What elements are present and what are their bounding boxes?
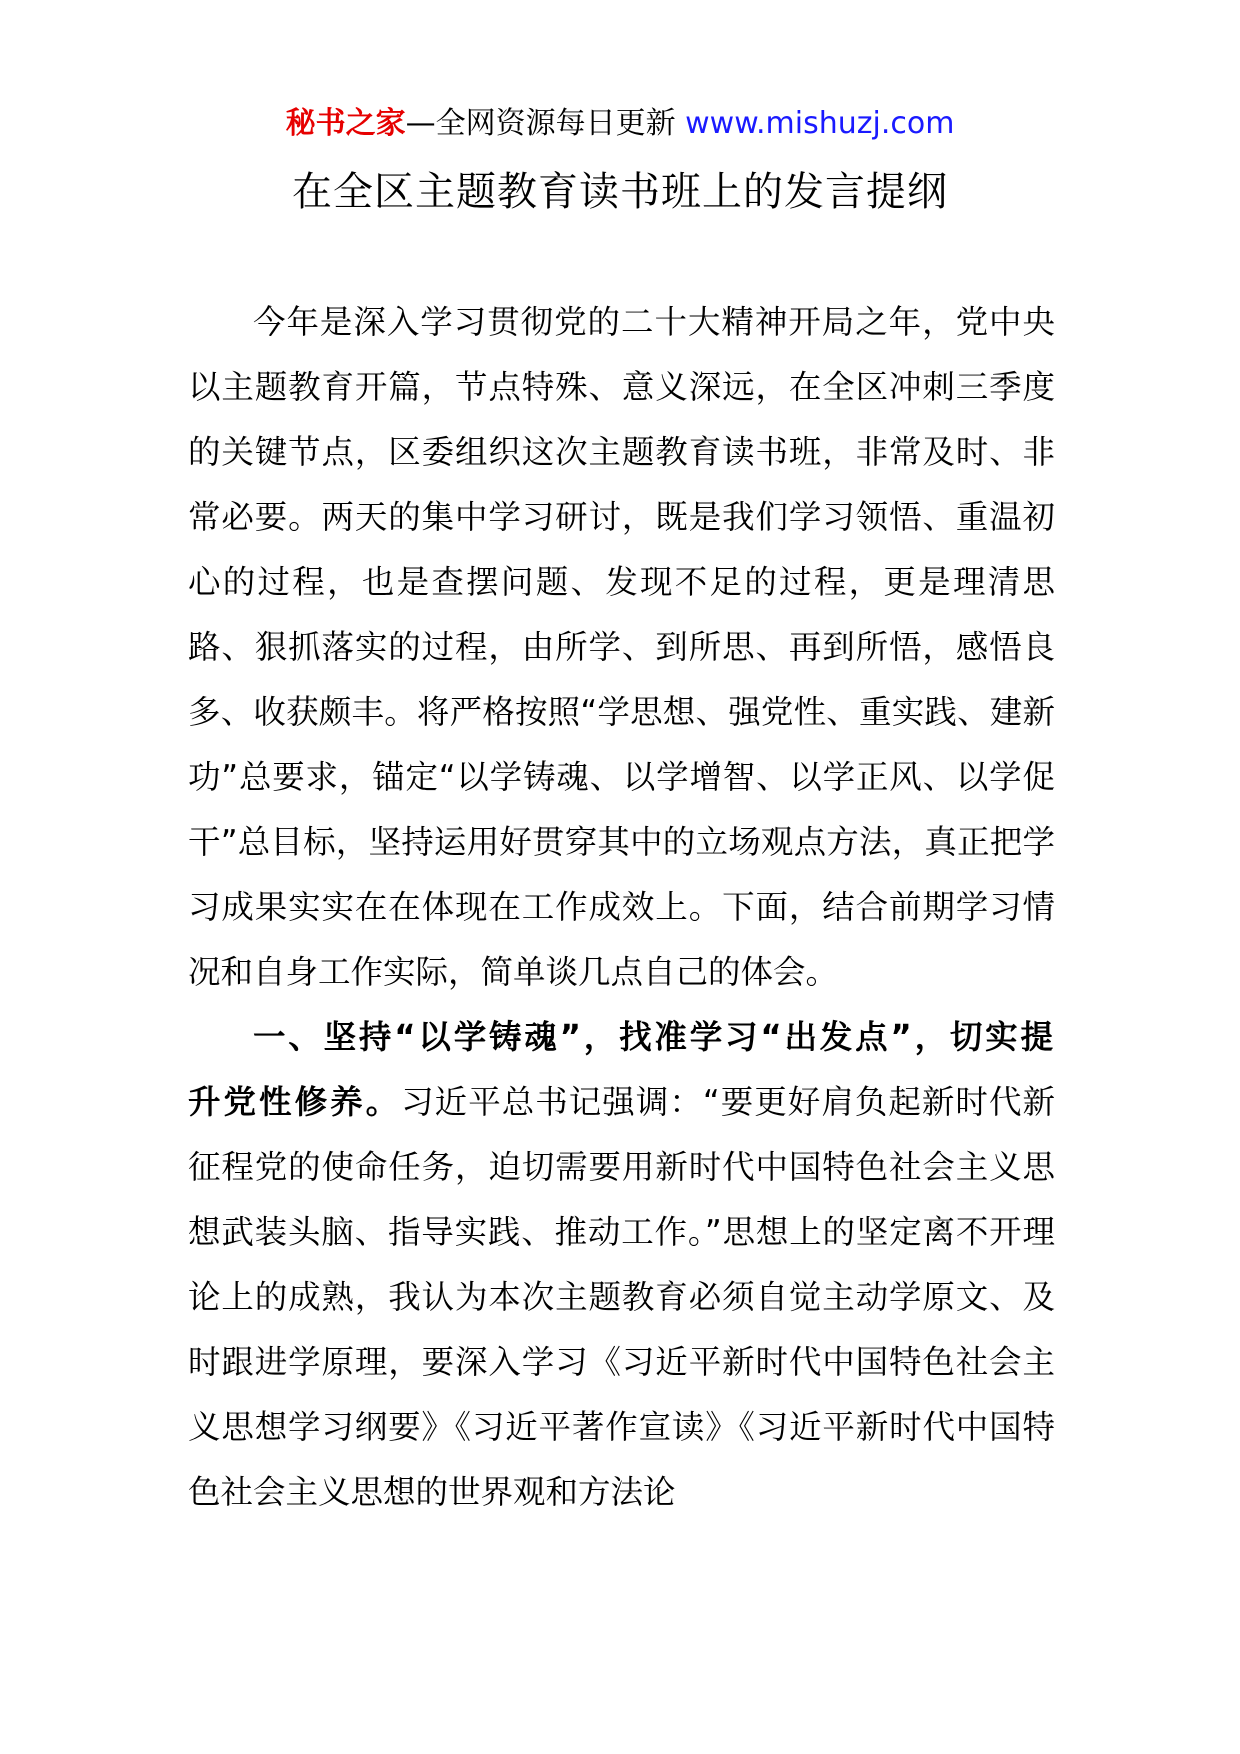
paragraph-section-one	[188, 1005, 1055, 1525]
brand-name: 秘书之家	[285, 106, 406, 141]
header-tagline: —全网资源每日更新	[405, 106, 686, 141]
document-body	[188, 290, 1055, 1525]
paragraph-intro	[188, 290, 1055, 1005]
section-one-text: 习近平总书记强调：“要更好肩负起新时代新征程党的使命任务，迫切需要用新时代中国特色社会主义思想武装头脑、指导实践、推动工作。”思想上的坚定离不开理论上的成熟，我认为本次主题教育必须自觉主动学原文、及时跟进学原理，要深入学习《习近平新时代中国特色社会主义思想学习纲要》《习近平著作宣读》《习近平新时代中国特色社会主义思想的世界观和方法论	[188, 1083, 1055, 1511]
paragraph-intro-text: 今年是深入学习贯彻党的二十大精神开局之年，党中央以主题教育开篇，节点特殊、意义深远，在全区冲刺三季度的关键节点，区委组织这次主题教育读书班，非常及时、非常必要。两天的集中学习研讨，既是我们学习领悟、重温初心的过程，也是查摆问题、发现不足的过程，更是理清思路、狠抓落实的过程，由所学、到所思、再到所悟，感悟良多、收获颇丰。将严格按照“学思想、强党性、重实践、建新功”总要求，锚定“以学铸魂、以学增智、以学正风、以学促干”总目标，坚持运用好贯穿其中的立场观点方法，真正把学习成果实实在在体现在工作成效上。下面，结合前期学习情况和自身工作实际，简单谈几点自己的体会。	[188, 303, 1055, 991]
site-url-link[interactable]: www.mishuzj.com	[685, 106, 955, 141]
section-one-heading: 一、坚持“以学铸魂”，找准学习“出发点”，切实提升党性修养。	[188, 1018, 1055, 1121]
site-header	[0, 100, 1240, 148]
document-title: 在全区主题教育读书班上的发言提纲	[292, 169, 948, 215]
